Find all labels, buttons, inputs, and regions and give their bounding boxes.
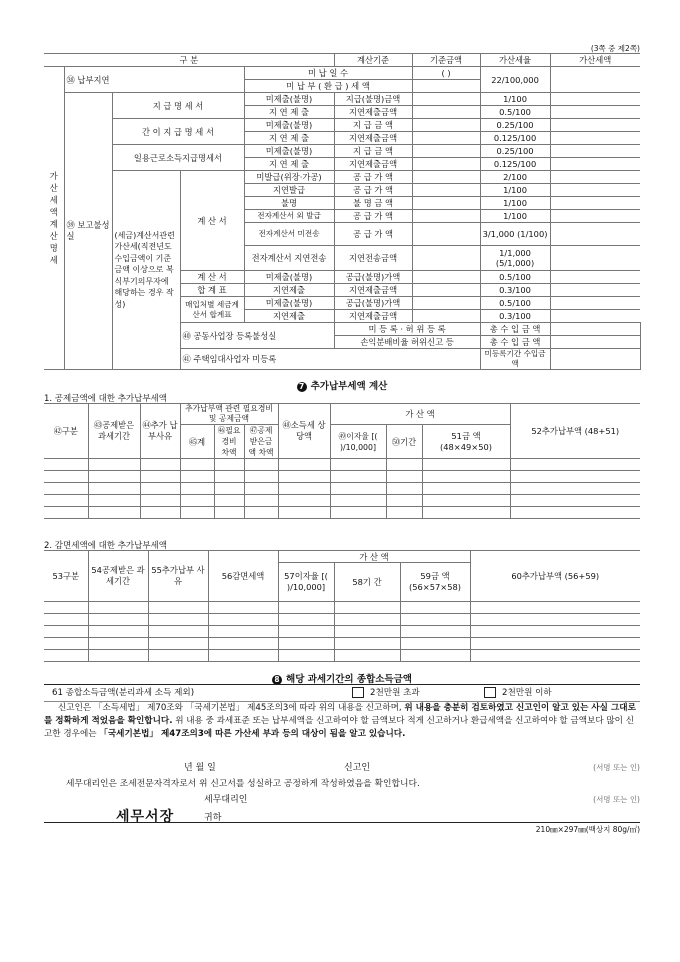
- additional-tax-table-2: [44, 550, 640, 662]
- row39-input15[interactable]: [412, 310, 480, 323]
- row39-rate10: 3/1,000 (1/100): [480, 223, 550, 246]
- row39-input13[interactable]: [412, 284, 480, 297]
- row40-b-basis: 총 수 입 금 액: [480, 336, 550, 349]
- row39-d1: 지연제출금액: [334, 106, 412, 119]
- row39-d6: 공 급 가 액: [334, 171, 412, 184]
- g1-h44: ㊹추가 납부사유: [140, 404, 180, 459]
- row39-input12[interactable]: [412, 271, 480, 284]
- row39-rate12: 0.5/100: [480, 271, 550, 284]
- g2-hadd: 가 산 액: [278, 551, 470, 563]
- row39-tax2[interactable]: [550, 119, 640, 132]
- row39-d8: 불 명 금 액: [334, 197, 412, 210]
- g1-h42: ㊷구분: [44, 404, 88, 459]
- agent-label: 세무대리인: [204, 795, 248, 805]
- row39-rate5: 0.125/100: [480, 158, 550, 171]
- opt1-label: 2천만원 초과: [370, 688, 420, 698]
- row39-hapgye1: 계 산 서: [180, 271, 244, 284]
- row39-c12: 미제출(불명): [244, 271, 334, 284]
- row39-d12: 공급(불명)가액: [334, 271, 412, 284]
- row39-input1[interactable]: [412, 106, 480, 119]
- row39-input0[interactable]: [412, 93, 480, 106]
- decl-text-3: 위 내용 중 과세표준 또는 납부세액을 신고하여야 할 금액보다 적게 신고하거나 환급세액을 신고하여야 할 금액보다 많이 신고한 경우에는: [44, 716, 634, 739]
- row39-rate3: 0.125/100: [480, 132, 550, 145]
- row39-c3: 지 연 제 출: [244, 132, 334, 145]
- g1-hadd: 가 산 액: [330, 404, 510, 425]
- row39-rate13: 0.3/100: [480, 284, 550, 297]
- row39-jigeum: 지 급 명 세 서: [112, 93, 244, 119]
- row39-d4: 지 급 금 액: [334, 145, 412, 158]
- row39-c2: 미제출(불명): [244, 119, 334, 132]
- bottom-rule: [44, 822, 640, 823]
- g2-h59: 59금 액 (56×57×58): [400, 563, 470, 602]
- subsection2-title: 2. 감면세액에 대한 추가납부세액: [44, 541, 167, 551]
- table-row[interactable]: [44, 602, 640, 614]
- row39-d3: 지연제출금액: [334, 132, 412, 145]
- table-row[interactable]: [44, 495, 640, 507]
- row39-tax8[interactable]: [550, 197, 640, 210]
- section7-title-text: 추가납부세액 계산: [310, 381, 388, 392]
- row39-tax9[interactable]: [550, 210, 640, 223]
- g2-h56: 56감면세액: [208, 551, 278, 602]
- gwiha-label: 귀하: [204, 813, 222, 823]
- row39-rate11: 1/1,000 (5/1,000): [480, 246, 550, 271]
- g2-h54: 54공제받은 과세기간: [88, 551, 148, 602]
- row41-basis: 미등록기간 수입금액: [480, 349, 550, 370]
- row41-input[interactable]: [550, 349, 640, 370]
- row39-tax4[interactable]: [550, 145, 640, 158]
- row39-input7[interactable]: [412, 184, 480, 197]
- paper-spec: 210㎜×297㎜(백상지 80g/㎡): [535, 825, 640, 834]
- row40-a-basis: 총 수 입 금 액: [480, 323, 550, 336]
- row39-rate1: 0.5/100: [480, 106, 550, 119]
- row40-label: ㊵ 공동사업장 등록불성실: [180, 323, 334, 349]
- row39-tax5[interactable]: [550, 158, 640, 171]
- section7-title: [44, 378, 640, 392]
- tax-office-head: 세무서장: [116, 809, 175, 825]
- g1-h49: ㊾이자율 [( )/10,000]: [330, 425, 386, 459]
- row39-tax11[interactable]: [550, 246, 640, 271]
- row39-c5: 지 연 제 출: [244, 158, 334, 171]
- row39-c9: 전자계산서 외 발급: [244, 210, 334, 223]
- row39-input3[interactable]: [412, 132, 480, 145]
- table-row[interactable]: [44, 626, 640, 638]
- decl-text-2: 위 내용을 충분히 검토하였고 신고인이 알고 있는 사실 그대로를 정확하게 적었음을 확인합니다.: [44, 703, 636, 726]
- g2-h58: 58기 간: [334, 563, 400, 602]
- row39-c11: 전자계산서 지연전송: [244, 246, 334, 271]
- row39-gyesanseo: 계 산 서: [180, 171, 244, 271]
- row39-tax3[interactable]: [550, 132, 640, 145]
- row40-b-input[interactable]: [550, 336, 640, 349]
- row39-rate2: 0.25/100: [480, 119, 550, 132]
- row39-rate6: 2/100: [480, 171, 550, 184]
- declaration: [44, 702, 640, 741]
- row41-label: ㊶ 주택임대사업자 미등록: [180, 349, 480, 370]
- checkbox-under-20m[interactable]: [484, 687, 496, 698]
- row39-tax6[interactable]: [550, 171, 640, 184]
- section7-number: 7: [297, 382, 307, 392]
- agent-statement: 세무대리인은 조세전문자격자로서 위 신고서를 성실하고 공정하게 작성하였음을 확인합니다.: [66, 779, 420, 789]
- row39-ilyong: 일용근로소득지급명세서: [112, 145, 244, 171]
- row39-tax12[interactable]: [550, 271, 640, 284]
- decl-text-4: 「국세기본법」 제47조의3에 따른 가산세 부과 등의 대상이 됨을 알고 있습니다.: [99, 729, 406, 739]
- section8-number: 8: [272, 675, 282, 685]
- g2-h55: 55추가납부 사유: [148, 551, 208, 602]
- row39-d10: 공 급 가 액: [334, 223, 412, 246]
- reporter-label: 신고인: [344, 763, 371, 773]
- row39-tax0[interactable]: [550, 93, 640, 106]
- header-base-amount: 기준금액: [412, 54, 480, 67]
- table-row[interactable]: [44, 638, 640, 650]
- row39-label: ㊴ 보고불성실: [64, 93, 112, 370]
- row39-input5[interactable]: [412, 158, 480, 171]
- row39-c0: 미제출(불명): [244, 93, 334, 106]
- row39-d9: 공 급 가 액: [334, 210, 412, 223]
- g1-h51: 51금 액 (48×49×50): [422, 425, 510, 459]
- table-row[interactable]: [44, 614, 640, 626]
- g1-hneed: 추가납부액 관련 필요경비 및 공제금액: [180, 404, 278, 425]
- section8-title-text: 해당 과세기간의 종합소득금액: [286, 674, 412, 685]
- row39-input10[interactable]: [412, 223, 480, 246]
- table-row[interactable]: [44, 507, 640, 519]
- row39-input6[interactable]: [412, 171, 480, 184]
- g1-h48: ㊽소득세 상당액: [278, 404, 330, 459]
- row40-b: 손익분배비율 허위신고 등: [334, 336, 480, 349]
- row39-rate7: 1/100: [480, 184, 550, 197]
- row39-c14: 미제출(불명): [244, 297, 334, 310]
- row39-tax14[interactable]: [550, 297, 640, 310]
- row39-input9[interactable]: [412, 210, 480, 223]
- g1-h52: 52추가납부액 (48+51): [510, 404, 640, 459]
- row38-b: 미 납 부 ( 환 급 ) 세 액: [244, 80, 412, 93]
- row39-input2[interactable]: [412, 119, 480, 132]
- row39-d5: 지연제출금액: [334, 158, 412, 171]
- table-row[interactable]: [44, 471, 640, 483]
- page-number: (3쪽 중 제2쪽): [590, 44, 640, 53]
- row39-c6: 미발급(위장·가공): [244, 171, 334, 184]
- g1-h50: ㊿기간: [386, 425, 422, 459]
- row39-c4: 미제출(불명): [244, 145, 334, 158]
- row39-tax15[interactable]: [550, 310, 640, 323]
- table-row[interactable]: [44, 483, 640, 495]
- row39-maeip: 매입처별 세금계산서 합계표: [180, 297, 244, 323]
- row39-d13: 지연제출금액: [334, 284, 412, 297]
- agent-sign: (서명 또는 인): [593, 795, 640, 804]
- row39-c13: 지연제출: [244, 284, 334, 297]
- g1-h46: ㊻필요경비 차액: [214, 425, 244, 459]
- row39-d11: 지연전송금액: [334, 246, 412, 271]
- header-rate: 가산세율: [480, 54, 550, 67]
- row39-rate14: 0.5/100: [480, 297, 550, 310]
- row61-label: 61 종합소득금액(분리과세 소득 제외): [52, 688, 195, 698]
- row39-d15: 지연제출금액: [334, 310, 412, 323]
- row61: [44, 684, 640, 702]
- row40-a: 미 등 록 · 허 위 등 록: [334, 323, 480, 336]
- row39-rate15: 0.3/100: [480, 310, 550, 323]
- additional-tax-table-1: [44, 403, 640, 519]
- row38-label: ㊳ 납부지연: [64, 67, 244, 93]
- option-over-20m[interactable]: [352, 685, 420, 701]
- header-gubun: 구 분: [44, 54, 334, 67]
- g1-h45: ㊺계: [180, 425, 214, 459]
- opt2-label: 2천만원 이하: [502, 688, 552, 698]
- g1-h43: ㊸공제받은 과세기간: [88, 404, 140, 459]
- row39-c10: 전자계산서 미전송: [244, 223, 334, 246]
- row39-c7: 지연발급: [244, 184, 334, 197]
- g2-h57: 57이자율 [( )/10,000]: [278, 563, 334, 602]
- subsection1-title: 1. 공제금액에 대한 추가납부세액: [44, 394, 167, 404]
- side-label: 가산세액계산명세: [44, 67, 64, 370]
- g2-h60: 60추가납부액 (56+59): [470, 551, 640, 602]
- row39-d2: 지 급 금 액: [334, 119, 412, 132]
- row39-rate0: 1/100: [480, 93, 550, 106]
- row39-d7: 공 급 가 액: [334, 184, 412, 197]
- row39-tax10[interactable]: [550, 223, 640, 246]
- row39-input11[interactable]: [412, 246, 480, 271]
- row39-rate4: 0.25/100: [480, 145, 550, 158]
- row39-rate9: 1/100: [480, 210, 550, 223]
- header-basis: 계산기준: [334, 54, 412, 67]
- row38-tax-input[interactable]: [550, 67, 640, 93]
- row39-d14: 공급(불명)가액: [334, 297, 412, 310]
- table-row[interactable]: [44, 459, 640, 471]
- row39-hapgye2: 합 계 표: [180, 284, 244, 297]
- g2-h53: 53구분: [44, 551, 88, 602]
- row39-c15: 지연제출: [244, 310, 334, 323]
- row39-tax13[interactable]: [550, 284, 640, 297]
- penalty-tax-table: [44, 53, 640, 370]
- row39-c1: 지 연 제 출: [244, 106, 334, 119]
- section8-title: [44, 671, 640, 685]
- row39-c8: 불명: [244, 197, 334, 210]
- checkbox-over-20m[interactable]: [352, 687, 364, 698]
- row39-input8[interactable]: [412, 197, 480, 210]
- g1-h47: ㊼공제받은금액 차액: [244, 425, 278, 459]
- date-line: 년 월 일: [184, 763, 216, 773]
- row38-b-input[interactable]: [412, 80, 480, 93]
- row39-input4[interactable]: [412, 145, 480, 158]
- row38-a: 미 납 일 수: [244, 67, 412, 80]
- decl-text-1: 신고인은 「소득세법」 제70조와 「국세기본법」 제45조의3에 따라 위의 내용을 신고하며,: [58, 703, 402, 713]
- row39-group-label: (세금)계산서관련 가산세(직전년도 수입금액이 기준금액 이상으로 복식부기의무자에 해당하는 경우 작성): [112, 171, 180, 370]
- table-row[interactable]: [44, 650, 640, 662]
- row39-tax7[interactable]: [550, 184, 640, 197]
- row38-rate: 22/100,000: [480, 67, 550, 93]
- option-under-20m[interactable]: [484, 685, 552, 701]
- row39-rate8: 1/100: [480, 197, 550, 210]
- header-tax: 가산세액: [550, 54, 640, 67]
- row40-a-input[interactable]: [550, 323, 640, 336]
- row39-tax1[interactable]: [550, 106, 640, 119]
- row39-gani: 간 이 지 급 명 세 서: [112, 119, 244, 145]
- row38-days-input[interactable]: ( ): [412, 67, 480, 80]
- row39-d0: 지급(불명)금액: [334, 93, 412, 106]
- row39-input14[interactable]: [412, 297, 480, 310]
- reporter-sign: (서명 또는 인): [593, 763, 640, 772]
